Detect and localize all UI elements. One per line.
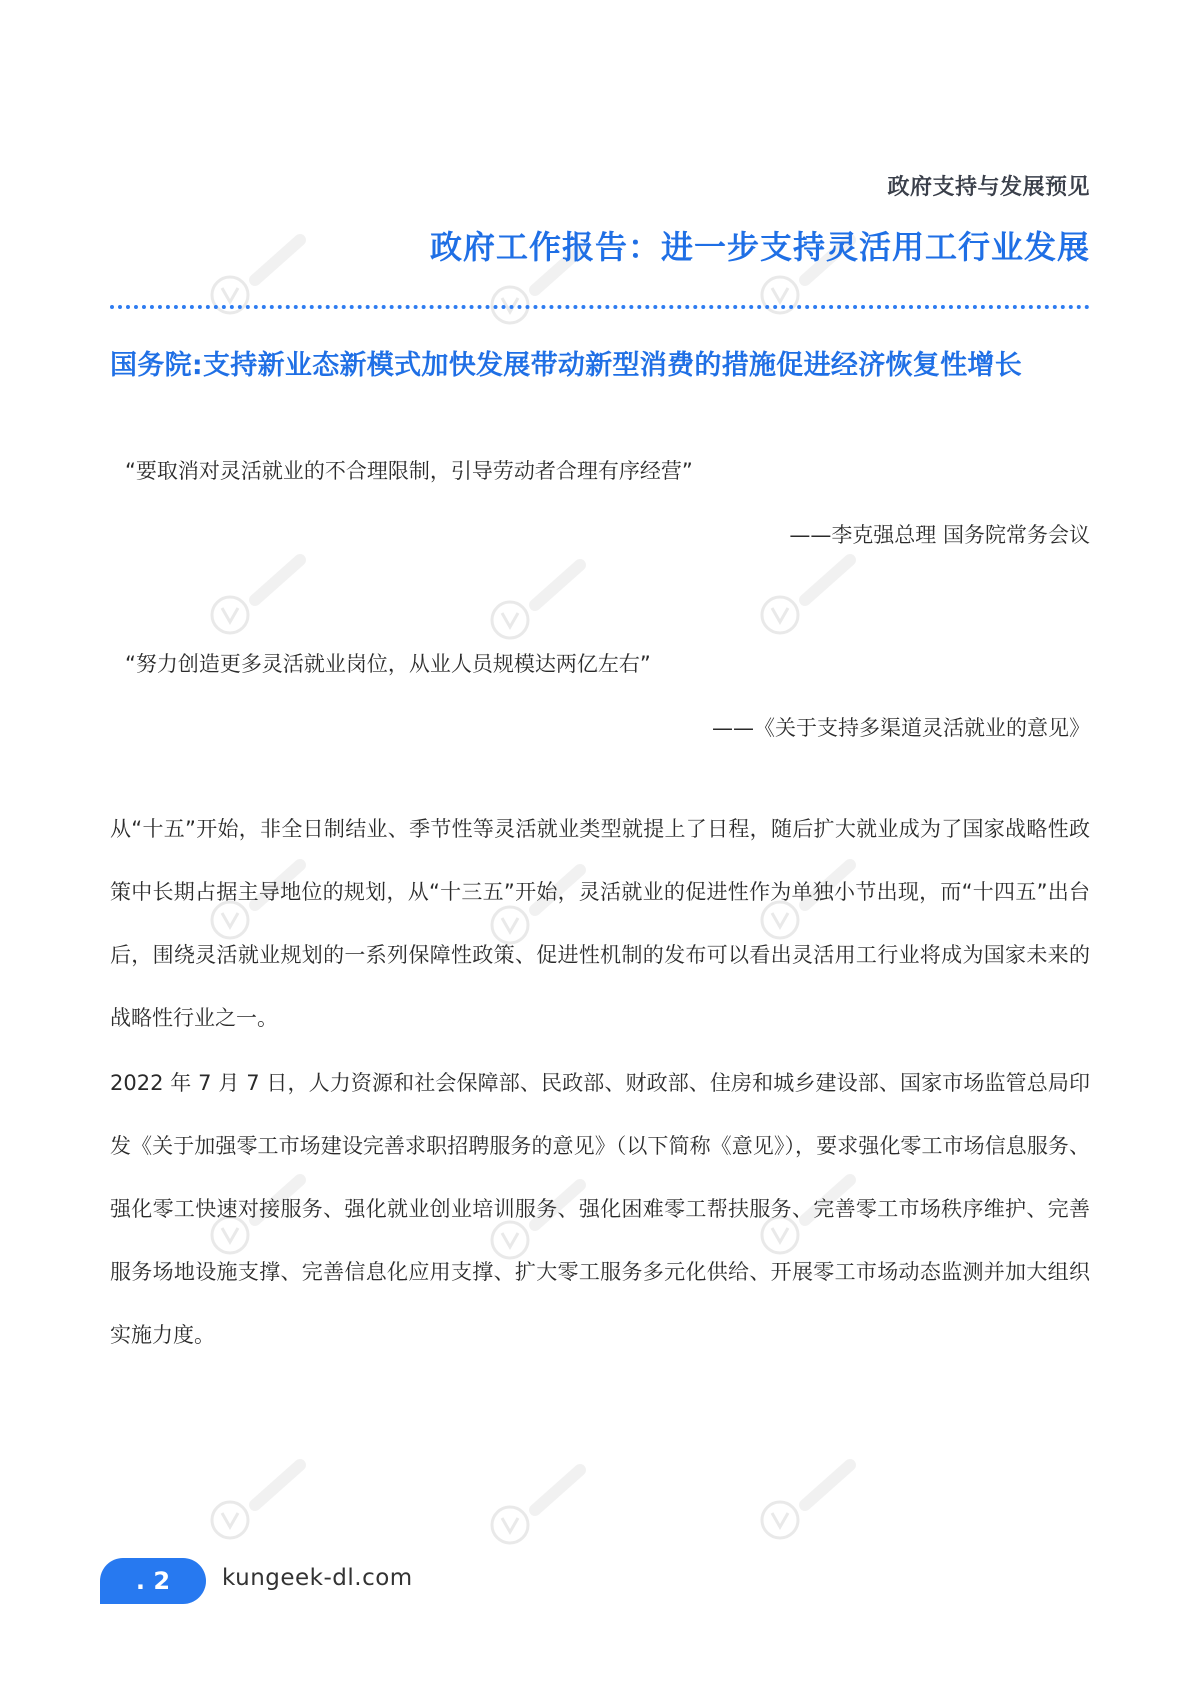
- kungeek-logo-icon: [205, 1455, 315, 1545]
- dotted-divider: [110, 305, 1090, 309]
- sub-heading: 国务院:支持新业态新模式加快发展带动新型消费的措施促进经济恢复性增长: [110, 350, 1022, 381]
- quote-text: “要取消对灵活就业的不合理限制，引导劳动者合理有序经营”: [125, 459, 693, 483]
- quote-attribution: ——李克强总理 国务院常务会议: [789, 523, 1090, 547]
- kungeek-logo-icon: [755, 550, 865, 640]
- section-label: 政府支持与发展预见: [887, 175, 1090, 200]
- page-number-badge: . 2: [100, 1558, 206, 1604]
- quote-text: “努力创造更多灵活就业岗位，从业人员规模达两亿左右”: [125, 652, 651, 676]
- body-paragraph: 2022 年 7 月 7 日，人力资源和社会保障部、民政部、财政部、住房和城乡建设部、国家市场监管总局印发《关于加强零工市场建设完善求职招聘服务的意见》（以下简称《意见》），要求强化零工市场信息服务、强化零工快速对接服务、强化就业创业培训服务、强化困难零工帮扶服务、完善零工市场秩序维护、完善服务场地设施支撑、完善信息化应用支撑、扩大零工服务多元化供给、开展零工市场动态监测并加大组织实施力度。: [110, 1071, 1090, 1347]
- body-paragraph: 从“十五”开始，非全日制结业、季节性等灵活就业类型就提上了日程，随后扩大就业成为了国家战略性政策中长期占据主导地位的规划，从“十三五”开始，灵活就业的促进性作为单独小节出现，而“十四五”出台后，围绕灵活就业规划的一系列保障性政策、促进性机制的发布可以看出灵活用工行业将成为国家未来的战略性行业之一。: [110, 817, 1090, 1030]
- kungeek-logo-icon: [205, 550, 315, 640]
- page-title: 政府工作报告：进一步支持灵活用工行业发展: [429, 228, 1090, 266]
- kungeek-logo-icon: [485, 555, 595, 645]
- kungeek-logo-icon: [485, 1460, 595, 1550]
- footer-website[interactable]: kungeek-dl.com: [222, 1565, 413, 1591]
- kungeek-logo-icon: [755, 1455, 865, 1545]
- quote-attribution: ——《关于支持多渠道灵活就业的意见》: [712, 716, 1090, 740]
